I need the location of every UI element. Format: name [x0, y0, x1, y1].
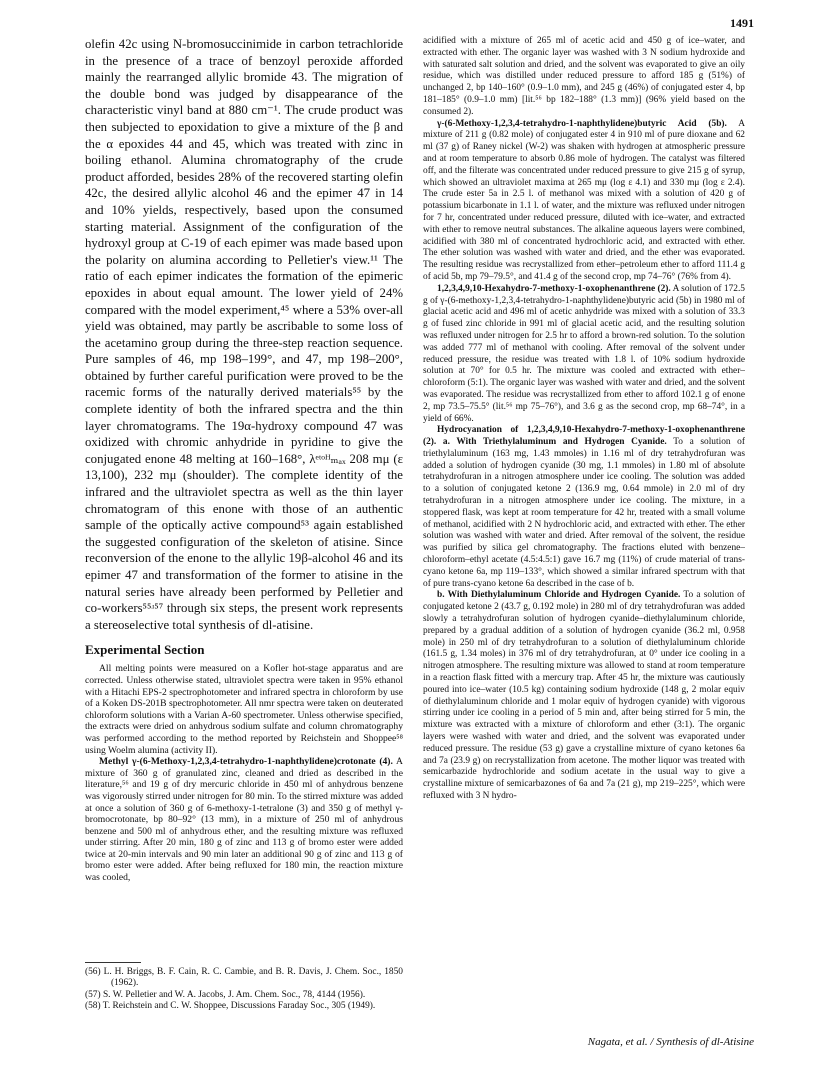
exp-general-paragraph: All melting points were measured on a Kofler hot-stage apparatus and are corrected. Unless otherwise stated, ultraviolet spectra were taken in 95% ethanol with a Hitachi EPS-2 spectrophotometer and infrared spectra in chloroform by use of a Koken DS-201B spectrophotometer. All nmr spectra were taken on deuterated chloroform solutions with a Varian A-60 spectrometer. Unless otherwise specified, the extracts were dried on anhydrous sodium sulfate and column chromatography was performed according to the method reported by Reichstein and Shoppee⁵⁸ using Woelm alumina (activity II).: [85, 663, 403, 756]
footnote-divider: [85, 962, 141, 963]
butyric-acid-paragraph: [423, 119, 745, 284]
hydrocyanation-a-body: To a solution of triethylaluminum (163 mg, 1.43 mmoles) in 1.16 ml of dry tetrahydrofuran was added a solution of hydrogen cyanide (30 mg, 1.1 mmoles) in 1.80 ml of absolute tetrahydrofuran in a nitrogen atmosphere under ice cooling. The solution was added to a solution of conjugated ketone 2 (136.9 mg, 0.64 mmole) in 2.0 ml of dry tetrahydrofuran in a nitrogen atmosphere under ice cooling. The mixture, in a stoppered flask, was kept at room temperature for 42 hr, treated with a small volume of methanol, acidified with 2 N hydrochloric acid, and extracted with ether. The ether solution was washed with water and dried. After removal of the solvent, the residue was purified by silica gel chromatography. The fractions eluted with benzene–chloroform–ethyl acetate (4.5:4.5:1) gave 16.7 mg (11%) of crude material of trans-cyano ketone 6a, mp 119–133°, which showed a similar infrared spectrum with that of pure trans-cyano ketone 6a described in the case of b.: [423, 437, 745, 589]
hydrocyanation-b-body: To a solution of conjugated ketone 2 (43.7 g, 0.192 mole) in 280 ml of dry tetrahydrofuran was added slowly a tetrahydrofuran solution of hydrogen cyanide–diethylaluminum chloride, prepared by a gradual addition of a solution of hydrogen cyanide (36.2 ml, 0.958 mole) in 250 ml of dry tetrahydrofuran to a solution of diethylaluminum chloride (161.5 g, 1.34 moles) in 376 ml of dry tetrahydrofuran, at 0° under ice cooling in a nitrogen atmosphere. The resulting mixture was allowed to stand at room temperature in a reaction flask fitted with a mercury trap. After 45 hr, the mixture was cautiously poured into ice–water (10.5 kg) containing sodium hydroxide (148 g, 2 molar equiv of diethylaluminum chloride and 1 molar equiv of hydrogen cyanide) with vigorous stirring under ice cooling in a period of 5 min and, after being stirred for 5 min, the mixture was extracted with a mixture of chloroform and ether (3:1). The organic layers were washed with water and dried, and the solvent was evaporated under reduced pressure. The residue (53 g) gave a crystalline mixture of cyano ketones 6a and 7a (23.9 g) on recrystallization from acetone. The mother liquor was treated with semicarbazide hydrochloride and sodium acetate in the usual way to give a crystalline mixture of semicarbazones of 6a and 7a (21 g), mp 219–225°, which were refluxed with 3 N hydro-: [423, 590, 745, 801]
oxophenanthrene-body: A solution of 172.5 g of γ-(6-methoxy-1,2,3,4-tetrahydro-1-naphthylidene)butyric acid (5b) in 1980 ml of glacial acetic acid and 496 ml of acetic anhydride was mixed with a solution of 33.3 g of fused zinc chloride in 991 ml of glacial acetic acid, and the resulting solution was refluxed under nitrogen for 2.5 hr to afford a brown-red solution. To the solution was added 777 ml of methanol with cooling. After removal of the solvent under reduced pressure, the residue was treated with 1.8 l. of 10% sodium hydroxide solution at 70° for 0.5 hr. The mixture was cooled and extracted with ether–chloroform (5:1). The organic layer was washed with water and dried, and the solvent was evaporated. The residue was recrystallized from ether to afford 102.1 g of enone 2, mp 73.5–75.5° (lit.⁵⁶ mp 75–76°), and 3.6 g as the second crop, mp 68–74°, in a yield of 66%.: [423, 283, 745, 424]
page-number: 1491: [730, 16, 754, 30]
hydrocyanation-b-paragraph: [423, 590, 745, 802]
oxophenanthrene-paragraph: [423, 284, 745, 426]
intro-section: [85, 36, 403, 633]
running-footer: Nagata, et al. / Synthesis of dl-Atisine: [587, 1036, 754, 1048]
oxophenanthrene-title: 1,2,3,4,9,10-Hexahydro-7-methoxy-1-oxophenanthrene (2).: [437, 283, 671, 294]
left-column: [85, 36, 403, 884]
reference-58: (58) T. Reichstein and C. W. Shoppee, Discussions Faraday Soc., 305 (1949).: [85, 1001, 376, 1012]
footnote-references: [85, 962, 403, 1013]
butyric-acid-title: γ-(6-Methoxy-1,2,3,4-tetrahydro-1-naphthylidene)butyric Acid (5b).: [437, 118, 727, 129]
exp-crotonate-paragraph: [85, 756, 403, 884]
hydrocyanation-b-title: b. With Diethylaluminum Chloride and Hydrogen Cyanide.: [437, 590, 681, 601]
hydrocyanation-a-paragraph: [423, 425, 745, 590]
intro-paragraph: olefin 42c using N-bromosuccinimide in carbon tetrachloride in the presence of a trace of benzoyl peroxide afforded mainly the rearranged allylic bromide 43. The migration of the double bond was judged by disappearance of the characteristic vinyl band at 880 cm⁻¹. The crude product was then subjected to epoxidation to give a mixture of the β and the α epoxides 44 and 45, which was treated with zinc in boiling ethanol. Alumina chromatography of the crude product afforded, besides 28% of the recovered starting olefin 42c, the desired allylic alcohol 46 and the epimer 47 in 14 and 10% yields, respectively, based upon the consumed starting material. Assignment of the configuration of the hydroxyl group at C-19 of each epimer was made based upon the polarity on alumina according to Pelletier's view.¹¹ The ratio of each epimer indicates the formation of the epimeric epoxides in about equal amount. The lower yield of 24% compared with the model experiment,⁴⁵ where a 53% over-all yield was obtained, may partly be ascribable to some loss of the acetamino group during the three-step reaction sequence. Pure samples of 46, mp 198–199°, and 47, mp 198–200°, obtained by further careful purification were proved to be the racemic forms of the naturally derived materials⁵⁵ by the complete identity of both the infrared spectra and the thin layer chromatograms. The 19α-hydroxy compound 47 was oxidized with chromic anhydride in pyridine to give the conjugated enone 48 melting at 160–168°, λᵉᵗᵒᴴₘₐₓ 208 mμ (ε 13,100), 232 mμ (shoulder). The complete identity of the infrared and the ultraviolet spectra as well as the thin layer chromatogram of this enone with those of an authentic sample of the optically active compound⁵³ again established the suggested configuration of the skeleton of atisine. Since reconversion of the enone to the allylic 19β-alcohol 46 and its epimer 47 and transformation of the former to atisine in the natural series have already been performed by Pelletier and co-workers⁵⁵ʴ⁵⁷ through six steps, the present work represents a stereoselective total synthesis of dl-atisine.: [85, 37, 403, 632]
right-column: [423, 36, 745, 803]
butyric-acid-body: A mixture of 211 g (0.82 mole) of conjugated ester 4 in 910 ml of pure dioxane and 62 ml (37 g) of Raney nickel (W-2) was shaken with hydrogen at atmospheric pressure and at room temperature to absorb 0.86 mole of hydrogen. The catalyst was filtered off, and the filterate was concentrated under reduced pressure to give 215 g of syrup, which showed an ultraviolet maxima at 265 mμ (log ε 4.1) and 330 mμ (log ε 2.4). The crude ester 5a in 2.5 l. of methanol was mixed with a solution of 420 g of potassium bicarbonate in 1.1 l. of water, and the mixture was refluxed under nitrogen for 7 hr, concentrated under reduced pressure, diluted with ice–water, and extracted with ether to remove neutral substances. The alkaline aqueous layers were combined, acidified with 380 ml of concentrated hydrochloric acid, and extracted with ether. The ether solution was washed with water and dried, and the ether was evaporated. The resulting residue was recrystallized from ether–petroleum ether to afford 111.4 g of acid 5b, mp 79–79.5°, and 41.4 g of the second crop, mp 74–76° (76% from 4).: [423, 118, 745, 282]
experimental-section: [85, 663, 403, 883]
exp-crotonate-body: A mixture of 360 g of granulated zinc, cleaned and dried as described in the literature,⁵⁶ and 19 g of dry mercuric chloride in 450 ml of anhydrous benzene was vigorously stirred under nitrogen for 80 min. To the stirred mixture was added at once a solution of 360 g of 6-methoxy-1-tetralone (3) and 350 g of methyl γ-bromocrotonate, bp 80–92° (13 mm), in a mixture of 250 ml of anhydrous benzene and 500 ml of anhydrous ether, and the resulting mixture was refluxed under stirring. After 20 min, 180 g of zinc and 113 g of bromo ester were added twice at 20-min intervals and 90 min later an additional 90 g of zinc and 113 g of bromo ester were added. After being refluxed for 180 min, the reaction mixture was cooled,: [85, 756, 403, 884]
continued-paragraph: acidified with a mixture of 265 ml of acetic acid and 450 g of ice–water, and extracted with ether. The organic layer was washed with 3 N sodium hydroxide and with saturated salt solution and dried, and the solvent was evaporated to give an oily residue, which was distilled under reduced pressure to afford 185 g (51%) of unchanged 2, bp 140–160° (0.9–1.0 mm), and 245 g (46%) of conjugated ester 4, bp 181–185° (0.9–1.0 mm) [lit.⁵⁶ bp 182–188° (1.3 mm)] (96% yield based on the consumed 2).: [423, 36, 745, 117]
experimental-section-heading: Experimental Section: [85, 642, 205, 658]
exp-crotonate-title: Methyl γ-(6-Methoxy-1,2,3,4-tetrahydro-1-naphthylidene)crotonate (4).: [99, 756, 393, 768]
reference-56: (56) L. H. Briggs, B. F. Cain, R. C. Cambie, and B. R. Davis, J. Chem. Soc., 1850 (1962).: [85, 967, 403, 989]
hydrocyanation-a-title: Hydrocyanation of 1,2,3,4,9,10-Hexahydro-7-methoxy-1-oxophenanthrene (2). a. With Triethylaluminum and Hydrogen Cyanide.: [423, 425, 745, 448]
reference-57: (57) S. W. Pelletier and W. A. Jacobs, J. Am. Chem. Soc., 78, 4144 (1956).: [85, 989, 366, 1000]
